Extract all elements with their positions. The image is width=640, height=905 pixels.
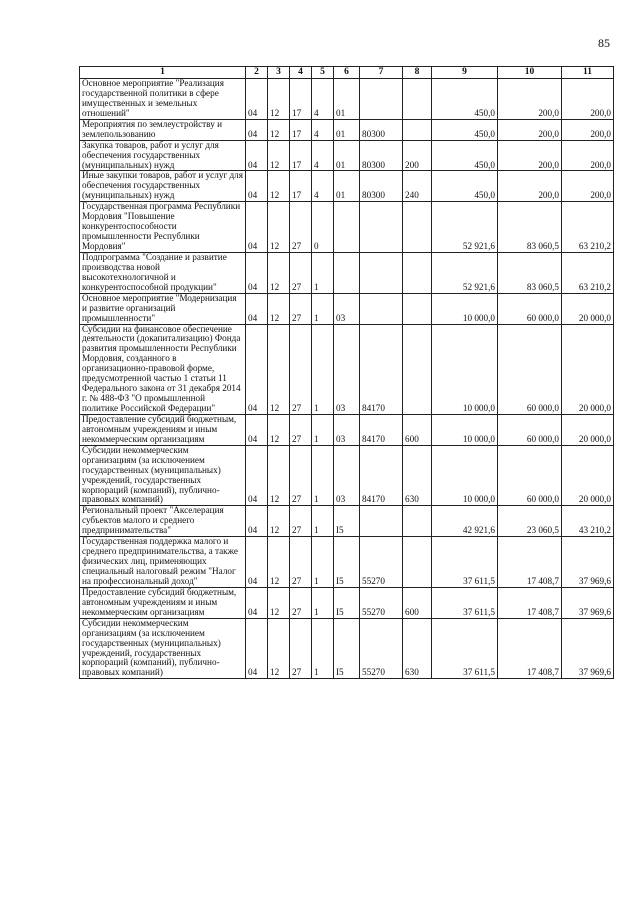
expense-type-code: [403, 252, 432, 293]
section-code: 04: [246, 445, 268, 506]
expense-type-code: [403, 119, 432, 140]
program-code: 17: [290, 171, 312, 202]
section-code: 04: [246, 618, 268, 679]
program-code: 27: [290, 252, 312, 293]
program-code: 27: [290, 445, 312, 506]
row-name: Иные закупки товаров, работ и услуг для обеспечения государственных (муниципальных) нужд: [80, 171, 246, 202]
amount-year-2: 17 408,7: [498, 537, 562, 588]
subsection-code: 12: [268, 506, 290, 537]
program-code: 17: [290, 79, 312, 120]
header-row: [80, 67, 614, 79]
program-code: 17: [290, 119, 312, 140]
amount-year-1: 37 611,5: [432, 587, 498, 618]
expense-type-code: [403, 324, 432, 414]
amount-year-3: 20 000,0: [562, 414, 614, 445]
event-code: 01: [334, 119, 360, 140]
amount-year-2: 200,0: [498, 119, 562, 140]
amount-year-1: 450,0: [432, 140, 498, 171]
table-body: [80, 79, 614, 679]
event-code: 03: [334, 414, 360, 445]
expense-type-code: [403, 506, 432, 537]
row-name: Субсидии некоммерческим организациям (за исключением государственных (муниципальных) учреждений, государственных корпораций (компаний), публично-правовых компаний): [80, 618, 246, 679]
expense-type-code: [403, 537, 432, 588]
subprogram-code: 0: [312, 202, 334, 253]
program-code: 27: [290, 506, 312, 537]
col-header: 7: [360, 67, 403, 79]
subsection-code: 12: [268, 618, 290, 679]
amount-year-3: 200,0: [562, 79, 614, 120]
table-row: [80, 506, 614, 537]
section-code: 04: [246, 414, 268, 445]
row-name: Предоставление субсидий бюджетным, автономным учреждениям и иным некоммерческим организациям: [80, 587, 246, 618]
section-code: 04: [246, 537, 268, 588]
expense-type-code: [403, 79, 432, 120]
amount-year-2: 17 408,7: [498, 587, 562, 618]
program-code: 27: [290, 618, 312, 679]
section-code: 04: [246, 140, 268, 171]
amount-year-3: 20 000,0: [562, 324, 614, 414]
subsection-code: 12: [268, 414, 290, 445]
amount-year-1: 450,0: [432, 119, 498, 140]
event-code: [334, 202, 360, 253]
direction-code: [360, 202, 403, 253]
section-code: 04: [246, 79, 268, 120]
section-code: 04: [246, 252, 268, 293]
table-row: [80, 587, 614, 618]
row-name: Основное мероприятие "Реализация государственной политики в сфере имущественных и земельных отношений": [80, 79, 246, 120]
expense-type-code: 630: [403, 445, 432, 506]
program-code: 27: [290, 414, 312, 445]
subsection-code: 12: [268, 252, 290, 293]
budget-table: [79, 66, 614, 679]
subprogram-code: 1: [312, 293, 334, 324]
amount-year-1: 10 000,0: [432, 445, 498, 506]
section-code: 04: [246, 293, 268, 324]
amount-year-3: 200,0: [562, 171, 614, 202]
amount-year-2: 60 000,0: [498, 414, 562, 445]
col-header: 1: [80, 67, 246, 79]
amount-year-3: 37 969,6: [562, 618, 614, 679]
table-row: [80, 618, 614, 679]
page-number: 85: [598, 36, 610, 50]
amount-year-1: 450,0: [432, 79, 498, 120]
amount-year-2: 60 000,0: [498, 293, 562, 324]
subprogram-code: 4: [312, 171, 334, 202]
table-row: [80, 293, 614, 324]
amount-year-1: 37 611,5: [432, 537, 498, 588]
amount-year-3: 200,0: [562, 140, 614, 171]
amount-year-1: 10 000,0: [432, 414, 498, 445]
amount-year-2: 60 000,0: [498, 324, 562, 414]
amount-year-1: 52 921,6: [432, 252, 498, 293]
direction-code: 84170: [360, 445, 403, 506]
col-header: 5: [312, 67, 334, 79]
col-header: 2: [246, 67, 268, 79]
section-code: 04: [246, 202, 268, 253]
direction-code: 80300: [360, 140, 403, 171]
subsection-code: 12: [268, 445, 290, 506]
direction-code: 80300: [360, 119, 403, 140]
direction-code: 84170: [360, 324, 403, 414]
subprogram-code: 1: [312, 324, 334, 414]
expense-type-code: 600: [403, 414, 432, 445]
col-header: 6: [334, 67, 360, 79]
direction-code: 80300: [360, 171, 403, 202]
col-header: 3: [268, 67, 290, 79]
amount-year-1: 37 611,5: [432, 618, 498, 679]
amount-year-3: 37 969,6: [562, 537, 614, 588]
amount-year-1: 42 921,6: [432, 506, 498, 537]
row-name: Подпрограмма "Создание и развитие производства новой высокотехнологичной и конкурентоспособной продукции": [80, 252, 246, 293]
amount-year-2: 200,0: [498, 171, 562, 202]
subprogram-code: 1: [312, 618, 334, 679]
amount-year-3: 37 969,6: [562, 587, 614, 618]
event-code: 03: [334, 324, 360, 414]
event-code: 01: [334, 140, 360, 171]
section-code: 04: [246, 119, 268, 140]
col-header: 4: [290, 67, 312, 79]
amount-year-1: 10 000,0: [432, 293, 498, 324]
subsection-code: 12: [268, 587, 290, 618]
subprogram-code: 4: [312, 140, 334, 171]
expense-type-code: 600: [403, 587, 432, 618]
amount-year-2: 23 060,5: [498, 506, 562, 537]
table-row: [80, 324, 614, 414]
col-header: 10: [498, 67, 562, 79]
section-code: 04: [246, 324, 268, 414]
row-name: Региональный проект "Акселерация субъектов малого и среднего предпринимательства": [80, 506, 246, 537]
amount-year-1: 450,0: [432, 171, 498, 202]
subprogram-code: 1: [312, 445, 334, 506]
amount-year-1: 10 000,0: [432, 324, 498, 414]
subprogram-code: 1: [312, 506, 334, 537]
event-code: 01: [334, 79, 360, 120]
table-row: [80, 79, 614, 120]
subsection-code: 12: [268, 171, 290, 202]
subprogram-code: 1: [312, 537, 334, 588]
table-row: [80, 140, 614, 171]
subprogram-code: 1: [312, 414, 334, 445]
amount-year-2: 83 060,5: [498, 252, 562, 293]
expense-type-code: [403, 293, 432, 324]
event-code: [334, 252, 360, 293]
amount-year-2: 200,0: [498, 140, 562, 171]
col-header: 9: [432, 67, 498, 79]
program-code: 17: [290, 140, 312, 171]
expense-type-code: 630: [403, 618, 432, 679]
program-code: 27: [290, 537, 312, 588]
program-code: 27: [290, 293, 312, 324]
amount-year-2: 17 408,7: [498, 618, 562, 679]
row-name: Субсидии на финансовое обеспечение деятельности (докапитализацию) Фонда развития промышленности Республики Мордовия, созданного в организационно-правовой форме, предусмотренной частью 1 статьи 11 Федерального закона от 31 декабря 2014 г. № 488-ФЗ "О промышленной политике Российской Федерации": [80, 324, 246, 414]
amount-year-3: 200,0: [562, 119, 614, 140]
direction-code: [360, 293, 403, 324]
table-row: [80, 171, 614, 202]
section-code: 04: [246, 587, 268, 618]
table-row: [80, 119, 614, 140]
subprogram-code: 4: [312, 119, 334, 140]
direction-code: 84170: [360, 414, 403, 445]
row-name: Предоставление субсидий бюджетным, автономным учреждениям и иным некоммерческим организациям: [80, 414, 246, 445]
event-code: 01: [334, 171, 360, 202]
table-row: [80, 414, 614, 445]
event-code: I5: [334, 537, 360, 588]
subsection-code: 12: [268, 140, 290, 171]
event-code: I5: [334, 587, 360, 618]
amount-year-2: 200,0: [498, 79, 562, 120]
row-name: Государственная поддержка малого и среднего предпринимательства, а также физических лиц, применяющих специальный налоговый режим "Налог на профессиональный доход": [80, 537, 246, 588]
col-header: 11: [562, 67, 614, 79]
subsection-code: 12: [268, 293, 290, 324]
direction-code: 55270: [360, 618, 403, 679]
direction-code: [360, 79, 403, 120]
subsection-code: 12: [268, 79, 290, 120]
event-code: I5: [334, 618, 360, 679]
amount-year-3: 63 210,2: [562, 252, 614, 293]
row-name: Основное мероприятие "Модернизация и развитие организаций промышленности": [80, 293, 246, 324]
table-row: [80, 445, 614, 506]
amount-year-1: 52 921,6: [432, 202, 498, 253]
row-name: Субсидии некоммерческим организациям (за исключением государственных (муниципальных) учреждений, государственных корпораций (компаний), публично-правовых компаний): [80, 445, 246, 506]
col-header: 8: [403, 67, 432, 79]
subprogram-code: 1: [312, 252, 334, 293]
amount-year-3: 63 210,2: [562, 202, 614, 253]
section-code: 04: [246, 171, 268, 202]
amount-year-2: 83 060,5: [498, 202, 562, 253]
row-name: Мероприятия по землеустройству и землепользованию: [80, 119, 246, 140]
amount-year-3: 43 210,2: [562, 506, 614, 537]
row-name: Государственная программа Республики Мордовия "Повышение конкурентоспособности промышленности Республики Мордовия": [80, 202, 246, 253]
program-code: 27: [290, 587, 312, 618]
subprogram-code: 4: [312, 79, 334, 120]
expense-type-code: [403, 202, 432, 253]
row-name: Закупка товаров, работ и услуг для обеспечения государственных (муниципальных) нужд: [80, 140, 246, 171]
amount-year-3: 20 000,0: [562, 445, 614, 506]
event-code: 03: [334, 445, 360, 506]
expense-type-code: 240: [403, 171, 432, 202]
direction-code: 55270: [360, 537, 403, 588]
expense-type-code: 200: [403, 140, 432, 171]
event-code: 03: [334, 293, 360, 324]
subsection-code: 12: [268, 537, 290, 588]
direction-code: 55270: [360, 587, 403, 618]
subsection-code: 12: [268, 119, 290, 140]
amount-year-3: 20 000,0: [562, 293, 614, 324]
table-row: [80, 537, 614, 588]
table-row: [80, 202, 614, 253]
table-row: [80, 252, 614, 293]
subsection-code: 12: [268, 202, 290, 253]
direction-code: [360, 252, 403, 293]
section-code: 04: [246, 506, 268, 537]
program-code: 27: [290, 324, 312, 414]
subsection-code: 12: [268, 324, 290, 414]
direction-code: [360, 506, 403, 537]
program-code: 27: [290, 202, 312, 253]
amount-year-2: 60 000,0: [498, 445, 562, 506]
event-code: I5: [334, 506, 360, 537]
subprogram-code: 1: [312, 587, 334, 618]
